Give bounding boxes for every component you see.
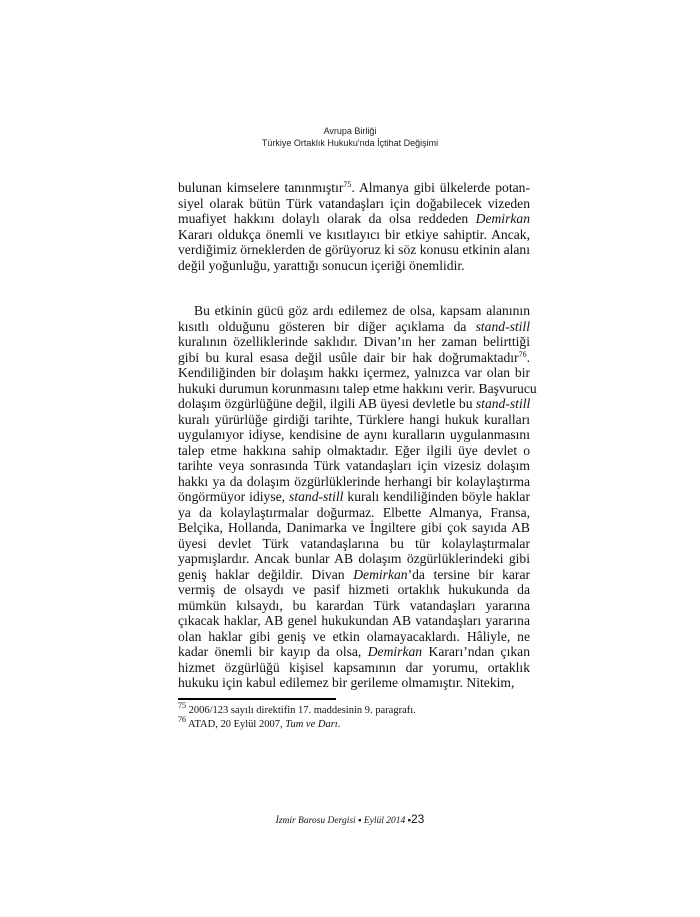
text-line: [178, 334, 530, 350]
italic-text: Demirkan: [367, 644, 423, 659]
text-run: ATAD, 20 Eylül 2007,: [186, 719, 286, 730]
paragraph-2: [178, 303, 537, 691]
text-line: [178, 443, 530, 459]
italic-text: Demirkan: [475, 211, 530, 226]
text-run: verdiğimiz örneklerden de görüyoruz ki söz konusu etkinin alanı: [178, 242, 530, 257]
text-run: değil yoğunluğu, yarattığı sonucun içeriği önemlidir.: [178, 257, 465, 273]
footnote-75: [178, 701, 538, 718]
text-line: [178, 196, 530, 212]
text-line: [178, 319, 530, 335]
page-footer: [0, 812, 700, 826]
text-run: öngörmüyor idiyse,: [178, 489, 290, 504]
text-run: kuralı yürürlüğe girdiği tarihte, Türklere hangi hukuk kuralları: [178, 411, 530, 427]
text-line: [178, 567, 530, 583]
text-run: hizmet özgürlüğü kişisel kapsamının dar yorumu, ortaklık: [178, 659, 530, 675]
page-number: 23: [411, 812, 425, 826]
separator: ▪: [407, 816, 411, 826]
text-run: siyel olarak bütün Türk vatandaşları için doğabilecek vizeden: [178, 195, 530, 211]
text-run: üyesi devlet Türk vatandaşlarına bu tür kolaylaştırmalar: [178, 535, 530, 551]
footnote-ref: 76: [178, 715, 186, 724]
text-run: geniş haklar değildir. Divan: [178, 566, 354, 582]
text-run: Belçika, Hollanda, Danimarka ve İngiltere gibi çok sayıda AB: [178, 520, 530, 535]
separator: ▪: [358, 816, 364, 826]
text-run: .: [526, 349, 530, 365]
journal-name: İzmir Barosu Dergisi: [275, 816, 356, 826]
footnote-ref: 75: [343, 180, 352, 189]
footnote-separator: [178, 698, 336, 700]
text-line: [178, 365, 530, 381]
text-run: uygulanıyor idiyse, kendisine de aynı kuralların uygulanmasını: [178, 427, 530, 442]
text-run: gibi bu kural esasa değil usûle dair bir hak doğrumaktadır: [178, 349, 519, 365]
text-line: [178, 412, 530, 428]
text-run: ya da kolaylaştırmalar doğurmaz. Elbette Almanya, Fransa,: [178, 504, 530, 520]
text-run: hukuku için kabul edilemez bir gerileme olmamıştır. Nitekim,: [178, 675, 515, 690]
issue-date: Eylül 2014: [363, 816, 406, 826]
text-line: [178, 675, 530, 691]
text-run: muafiyet hakkını dolaylı olarak da olsa reddeden: [178, 211, 476, 226]
text-run: mümkün kılsaydı, bu karardan Türk vatandaşları yararına: [178, 597, 530, 613]
text-run: çıkacak haklar, AB genel hukukundan AB vatandaşları yararına: [178, 613, 530, 628]
text-run: bulunan kimselere tanınmıştır: [178, 180, 344, 195]
text-line: [178, 536, 530, 552]
running-header-subtitle: Türkiye Ortaklık Hukuku'nda İçtihat Değişimi: [261, 138, 439, 148]
text-run: Kararı’ndan çıkan: [422, 644, 530, 659]
text-run: kuralının özelliklerinde saklıdır. Divan’ın her zaman belirttiği: [178, 334, 530, 349]
text-line: [178, 380, 537, 397]
text-run: ’da tersine bir karar: [407, 566, 531, 582]
italic-text: Demirkan: [353, 566, 408, 582]
text-line: [178, 227, 530, 243]
text-line: [178, 303, 530, 319]
text-line: [178, 660, 530, 676]
text-line: [178, 458, 530, 474]
text-line: [178, 396, 530, 412]
text-run: .: [337, 719, 341, 730]
text-run: kuralı kendiliğinden böyle haklar: [343, 489, 530, 504]
text-run: . Almanya gibi ülkelerde potan-: [351, 180, 530, 195]
italic-text: stand-still: [475, 396, 531, 411]
text-line: [178, 180, 530, 196]
text-run: kısıtlı olduğunu gösteren bir diğer açıklama da: [178, 318, 476, 334]
text-line: [178, 350, 530, 366]
text-run: Bu etkinin gücü göz ardı edilemez de olsa, kapsam alanının: [194, 303, 530, 318]
italic-text: Tum ve Darı: [285, 719, 338, 730]
text-line: [178, 489, 530, 505]
running-header-title: Avrupa Birliği: [323, 126, 377, 136]
text-line: [178, 551, 530, 567]
text-line: [178, 258, 530, 274]
text-run: dolaşım özgürlüğüne değil, ilgili AB üyesi devletle bu: [178, 396, 476, 411]
text-run: 2006/123 sayılı direktifin 17. maddesinin 9. paragrafı.: [186, 705, 416, 716]
text-line: [178, 211, 530, 227]
text-run: yapmışlardır. Ancak bunlar AB dolaşım özgürlüklerindeki gibi: [178, 551, 530, 566]
text-run: vermiş de olsaydı ve pasif hizmeti ortaklık hukukunda da: [178, 582, 530, 597]
text-line: [178, 629, 530, 645]
paragraph-1: [178, 180, 530, 273]
text-run: talep etme hakkına sahip olmaktadır. Eğer ilgili üye devlet o: [178, 442, 530, 458]
italic-text: stand-still: [475, 318, 530, 334]
text-run: tarihte veya sonrasında Türk vatandaşları için vizesiz dolaşım: [178, 458, 530, 473]
text-line: [178, 613, 530, 629]
text-line: [178, 474, 530, 490]
italic-text: stand-still: [289, 489, 344, 504]
text-run: Kendiliğinden bir dolaşım hakkı içermez, yalnızca var olan bir: [178, 365, 530, 380]
text-line: [178, 242, 530, 258]
text-run: kadar önemli bir kayıp da olsa,: [178, 644, 368, 659]
text-line: [178, 520, 530, 536]
text-line: [178, 427, 530, 443]
footnotes: [178, 701, 538, 732]
footnote-ref: 76: [518, 349, 527, 359]
text-line: [178, 598, 530, 614]
text-line: [178, 582, 530, 598]
text-run: olan haklar gibi geniş ve etkin olamayacaklardı. Hâliyle, ne: [178, 628, 530, 644]
footnote-ref: 75: [178, 701, 186, 710]
text-run: hakkı ya da dolaşım özgürlüklerinde herhangi bir kolaylaştırma: [178, 473, 530, 489]
text-run: hukuki durumun korunmasını talep etme hakkını verir. Başvurucu: [178, 380, 537, 396]
text-line: [178, 644, 530, 660]
footnote-76: [178, 715, 538, 732]
text-run: Kararı oldukça önemli ve kısıtlayıcı bir etkiye sahiptir. Ancak,: [178, 226, 530, 242]
text-line: [178, 505, 530, 521]
